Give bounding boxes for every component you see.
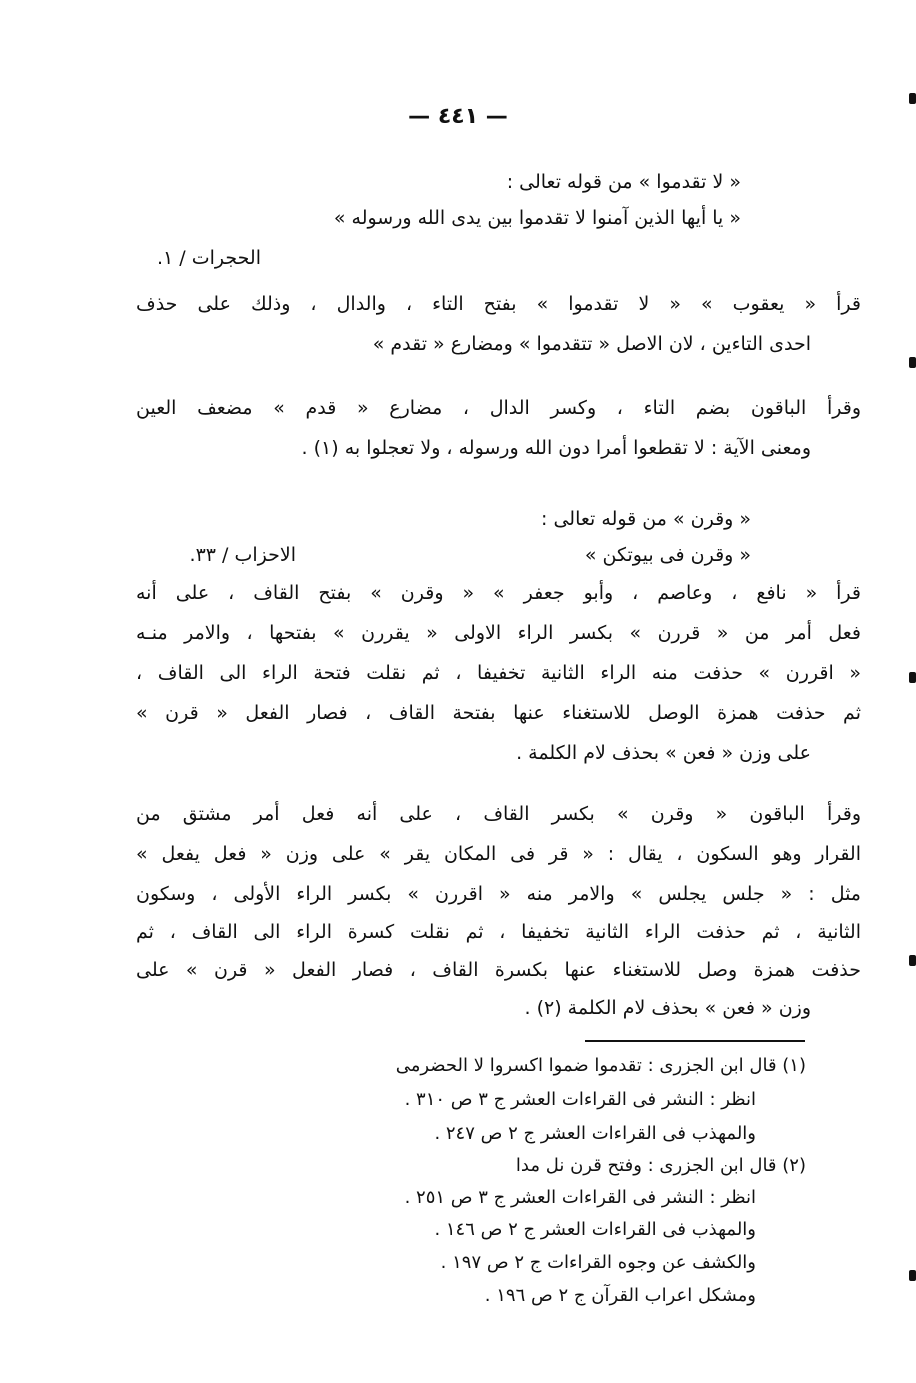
quran-verse: « وقرن فى بيوتكن » <box>584 544 751 566</box>
quran-verse: « يا أيها الذين آمنوا لا تقدموا بين يدى الله ورسوله » <box>333 207 741 229</box>
verse-reference: الحجرات / ١. <box>157 247 261 269</box>
scan-edge-mark <box>909 955 916 966</box>
verse-reference: الاحزاب / ٣٣. <box>189 544 296 566</box>
paragraph-line: القرار وهو السكون ، يقال : « قر فى المكان يقر » على وزن « فعل يفعل » <box>136 843 861 865</box>
paragraph-line: وزن « فعن » بحذف لام الكلمة (٢) . <box>524 997 811 1019</box>
paragraph-line: الثانية ، ثم حذفت الراء الثانية تخفيفا ، ثم نقلت كسرة الراء الى القاف ، ثم <box>136 921 861 943</box>
footnote-line: والكشف عن وجوه القراءات ج ٢ ص ١٩٧ . <box>440 1252 756 1273</box>
page-number: — ٤٤١ — <box>408 104 508 129</box>
section-heading: « وقرن » من قوله تعالى : <box>541 508 751 530</box>
paragraph-line: حذفت همزة وصل للاستغناء عنها بكسرة القاف ، فصار الفعل « قرن » على <box>136 959 861 981</box>
paragraph-line: احدى التاءين ، لان الاصل « تتقدموا » ومضارع « تقدم » <box>372 333 811 355</box>
footnote-line: انظر : النشر فى القراءات العشر ج ٣ ص ٢٥١ . <box>404 1187 756 1208</box>
paragraph-line: فعل أمر من « قررن » بكسر الراء الاولى « يقررن » بفتحها ، والامر منـه <box>136 622 861 644</box>
footnote-separator <box>585 1040 805 1042</box>
footnote-line: والمهذب فى القراءات العشر ج ٢ ص ٢٤٧ . <box>434 1123 756 1144</box>
section-heading: « لا تقدموا » من قوله تعالى : <box>506 171 741 193</box>
paragraph-line: وقرأ الباقون « وقرن » بكسر القاف ، على أنه فعل أمر مشتق من <box>136 803 861 825</box>
footnote-line: (٢) قال ابن الجزرى : وفتح قرن نل مدا <box>515 1155 806 1176</box>
paragraph-line: قرأ « نافع ، وعاصم ، وأبو جعفر » « وقرن » بفتح القاف ، على أنه <box>136 582 861 604</box>
paragraph-line: وقرأ الباقون بضم التاء ، وكسر الدال ، مضارع « قدم » مضعف العين <box>136 397 861 419</box>
paragraph-line: على وزن « فعن » بحذف لام الكلمة . <box>516 742 811 764</box>
paragraph-line: « اقررن » حذفت منه الراء الثانية تخفيفا ، ثم نقلت فتحة الراء الى القاف ، <box>136 662 861 684</box>
paragraph-line: ومعنى الآية : لا تقطعوا أمرا دون الله ورسوله ، ولا تعجلوا به (١) . <box>301 437 811 459</box>
footnote-line: انظر : النشر فى القراءات العشر ج ٣ ص ٣١٠ . <box>404 1089 756 1110</box>
footnote-line: والمهذب فى القراءات العشر ج ٢ ص ١٤٦ . <box>434 1219 756 1240</box>
scan-edge-mark <box>909 357 916 368</box>
paragraph-line: قرأ « يعقوب » « لا تقدموا » بفتح التاء ، والدال ، وذلك على حذف <box>136 293 861 315</box>
scan-edge-mark <box>909 1270 916 1281</box>
scan-edge-mark <box>909 93 916 104</box>
footnote-line: ومشكل اعراب القرآن ج ٢ ص ١٩٦ . <box>484 1285 756 1306</box>
paragraph-line: ثم حذفت همزة الوصل للاستغناء عنها بفتحة القاف ، فصار الفعل « قرن » <box>136 702 861 724</box>
scan-edge-mark <box>909 672 916 683</box>
paragraph-line: مثل : « جلس يجلس » والامر منه « اقررن » بكسر الراء الأولى ، وسكون <box>136 883 861 905</box>
footnote-line: (١) قال ابن الجزرى : تقدموا ضموا اكسروا لا الحضرمى <box>395 1055 806 1076</box>
